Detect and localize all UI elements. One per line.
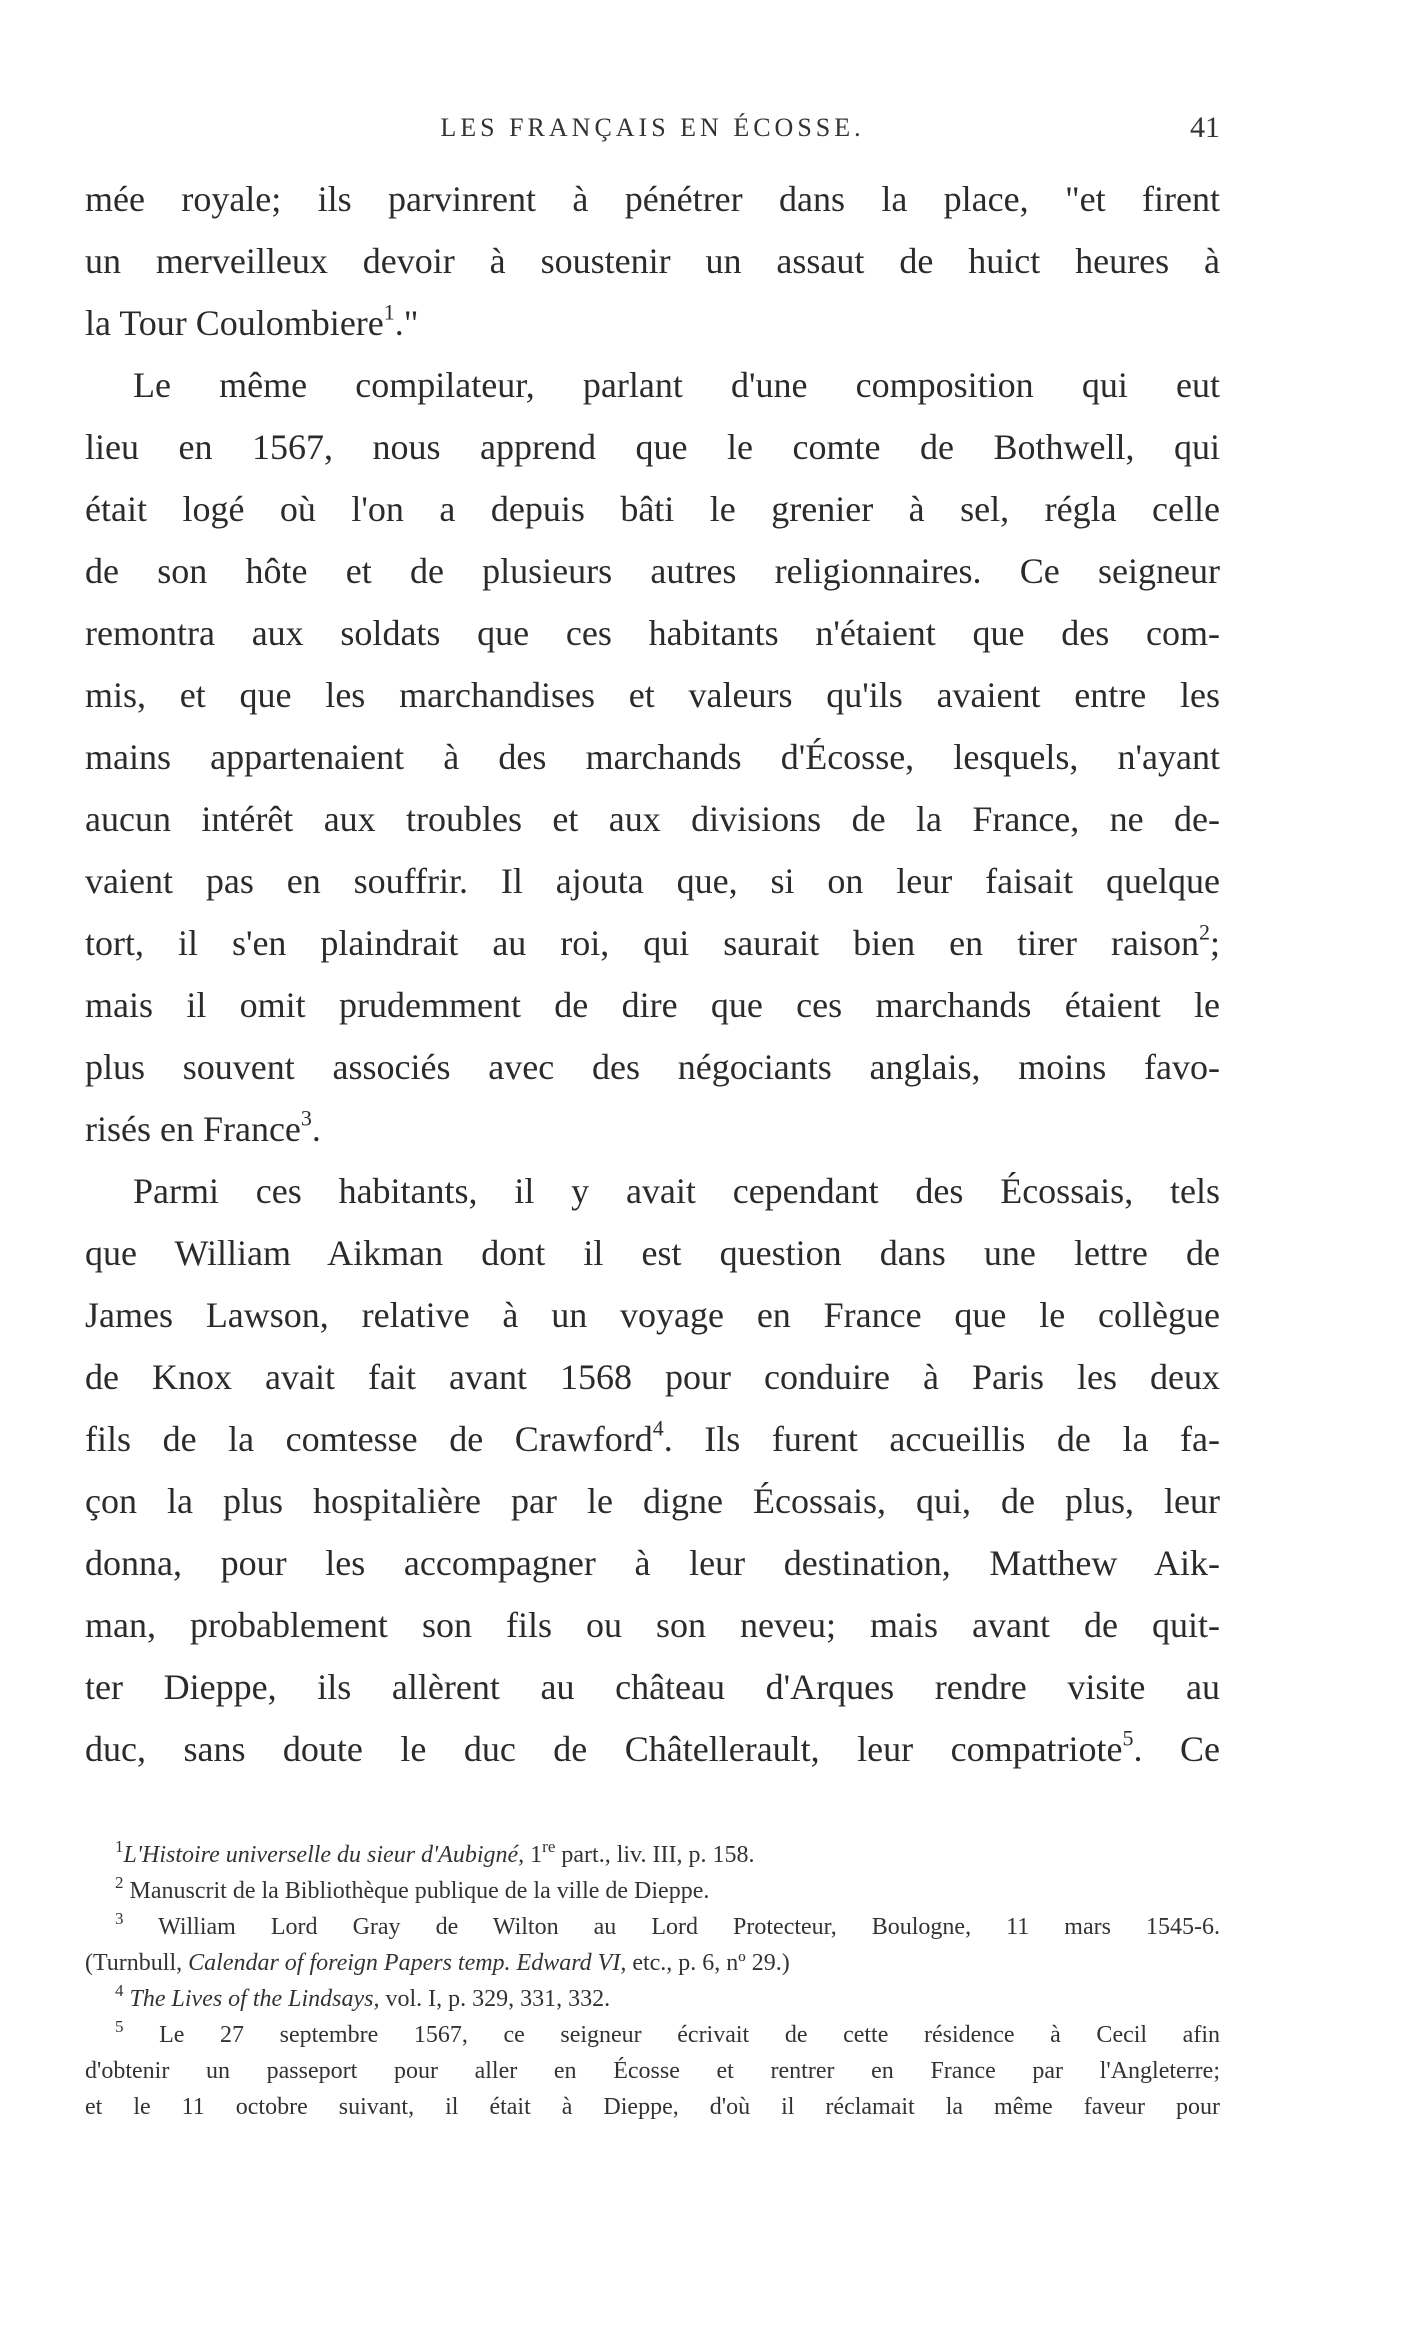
footnote-mark: 2 <box>115 1872 124 1892</box>
line-text: duc, sans doute le duc de Châtellerault, leur compatriote <box>85 1729 1123 1769</box>
footnote-title: L'Histoire universelle du sieur d'Aubigné, <box>123 1842 525 1868</box>
line-text: tort, il s'en plaindrait au roi, qui saurait bien en tirer raison <box>85 923 1199 963</box>
line-text: mée royale; ils parvinrent à pénétrer dans la place, "et firent <box>85 179 1220 219</box>
line-text-after: . Ce <box>1133 1729 1220 1769</box>
footnote-ref: 5 <box>1122 1725 1134 1751</box>
page-number: 41 <box>1190 111 1220 144</box>
text-line <box>85 292 1220 354</box>
footnote-text: 1 <box>524 1842 543 1868</box>
footnote-line <box>85 2017 1220 2053</box>
footnote-text: Le 27 septembre 1567, ce seigneur écrivait de cette résidence à Cecil afin <box>123 2022 1220 2048</box>
line-text: Parmi ces habitants, il y avait cependant des Écossais, tels <box>133 1171 1220 1211</box>
footnote-line <box>85 2089 1220 2125</box>
text-line <box>85 1222 1220 1284</box>
body-text <box>85 168 1220 1780</box>
footnotes <box>85 1837 1220 2125</box>
text-line <box>85 1160 1220 1222</box>
footnote-title: The Lives of the Lindsays, <box>123 1986 380 2012</box>
line-text: çon la plus hospitalière par le digne Écossais, qui, de plus, leur <box>85 1481 1220 1521</box>
footnote-title: Calendar of foreign Papers temp. Edward VI, <box>188 1950 627 1976</box>
text-line <box>85 788 1220 850</box>
text-line <box>85 168 1220 230</box>
text-line <box>85 1532 1220 1594</box>
line-text: vaient pas en souffrir. Il ajouta que, si on leur faisait quelque <box>85 861 1220 901</box>
footnote-ref: 4 <box>652 1415 664 1441</box>
line-text-after: ; <box>1209 923 1220 963</box>
line-text: James Lawson, relative à un voyage en France que le collègue <box>85 1295 1220 1335</box>
text-line <box>85 540 1220 602</box>
footnote-line <box>85 1873 1220 1909</box>
footnote-text: et le 11 octobre suivant, il était à Dieppe, d'où il réclamait la même faveur pour <box>85 2094 1220 2120</box>
page-header <box>85 108 1220 148</box>
text-line <box>85 912 1220 974</box>
line-text: mains appartenaient à des marchands d'Écosse, lesquels, n'ayant <box>85 737 1220 777</box>
footnote-mark: 1 <box>115 1836 124 1856</box>
footnote-mark: 4 <box>115 1980 124 2000</box>
footnote-line <box>85 2053 1220 2089</box>
text-line <box>85 602 1220 664</box>
line-text: mais il omit prudemment de dire que ces marchands étaient le <box>85 985 1220 1025</box>
text-line <box>85 726 1220 788</box>
text-line <box>85 1408 1220 1470</box>
footnote-ref: 3 <box>300 1105 312 1131</box>
line-text: un merveilleux devoir à soustenir un assaut de huict heures à <box>85 241 1220 281</box>
footnote-mark: 5 <box>115 2016 124 2036</box>
footnote-text-after: etc., p. 6, nº 29.) <box>626 1950 790 1976</box>
footnote-line <box>85 1837 1220 1873</box>
text-line <box>85 416 1220 478</box>
text-line <box>85 974 1220 1036</box>
line-text: fils de la comtesse de Crawford <box>85 1419 653 1459</box>
text-line <box>85 478 1220 540</box>
line-text: risés en France <box>85 1109 301 1149</box>
footnote-text: William Lord Gray de Wilton au Lord Protecteur, Boulogne, 11 mars 1545-6. <box>123 1914 1220 1940</box>
text-line <box>85 1656 1220 1718</box>
text-line <box>85 1284 1220 1346</box>
text-line <box>85 1346 1220 1408</box>
line-text-after: . <box>311 1109 321 1149</box>
footnote-ordinal: re <box>542 1836 556 1856</box>
line-text: était logé où l'on a depuis bâti le grenier à sel, régla celle <box>85 489 1220 529</box>
text-line <box>85 1470 1220 1532</box>
line-text: de Knox avait fait avant 1568 pour conduire à Paris les deux <box>85 1357 1220 1397</box>
running-head: LES FRANÇAIS EN ÉCOSSE. <box>440 113 865 142</box>
line-text: lieu en 1567, nous apprend que le comte de Bothwell, qui <box>85 427 1220 467</box>
line-text: mis, et que les marchandises et valeurs qu'ils avaient entre les <box>85 675 1220 715</box>
footnote-ref: 2 <box>1198 919 1210 945</box>
line-text-after: ." <box>394 303 419 343</box>
line-text: remontra aux soldats que ces habitants n'étaient que des com- <box>85 613 1220 653</box>
footnote-ref: 1 <box>383 299 395 325</box>
footnote-text: (Turnbull, <box>85 1950 189 1976</box>
footnote-text: Manuscrit de la Bibliothèque publique de la ville de Dieppe. <box>123 1878 710 1904</box>
line-text: donna, pour les accompagner à leur destination, Matthew Aik- <box>85 1543 1220 1583</box>
line-text: que William Aikman dont il est question dans une lettre de <box>85 1233 1220 1273</box>
text-line <box>85 1718 1220 1780</box>
line-text: de son hôte et de plusieurs autres religionnaires. Ce seigneur <box>85 551 1220 591</box>
footnote-line <box>85 1909 1220 1945</box>
text-line <box>85 850 1220 912</box>
footnote-line <box>85 1945 1220 1981</box>
text-line <box>85 664 1220 726</box>
footnote-mark: 3 <box>115 1908 124 1928</box>
footnote-text: d'obtenir un passeport pour aller en Écosse et rentrer en France par l'Angleterre; <box>85 2058 1220 2084</box>
text-line <box>85 1594 1220 1656</box>
footnote-line <box>85 1981 1220 2017</box>
text-line <box>85 230 1220 292</box>
line-text: Le même compilateur, parlant d'une composition qui eut <box>133 365 1220 405</box>
footnote-text-after: vol. I, p. 329, 331, 332. <box>379 1986 611 2012</box>
line-text: ter Dieppe, ils allèrent au château d'Arques rendre visite au <box>85 1667 1220 1707</box>
line-text: la Tour Coulombiere <box>85 303 384 343</box>
line-text: plus souvent associés avec des négociants anglais, moins favo- <box>85 1047 1220 1087</box>
text-line <box>85 1036 1220 1098</box>
text-line <box>85 354 1220 416</box>
line-text-after: . Ils furent accueillis de la fa- <box>663 1419 1220 1459</box>
line-text: man, probablement son fils ou son neveu; mais avant de quit- <box>85 1605 1220 1645</box>
line-text: aucun intérêt aux troubles et aux divisions de la France, ne de- <box>85 799 1220 839</box>
footnote-text-after: part., liv. III, p. 158. <box>555 1842 755 1868</box>
text-line <box>85 1098 1220 1160</box>
